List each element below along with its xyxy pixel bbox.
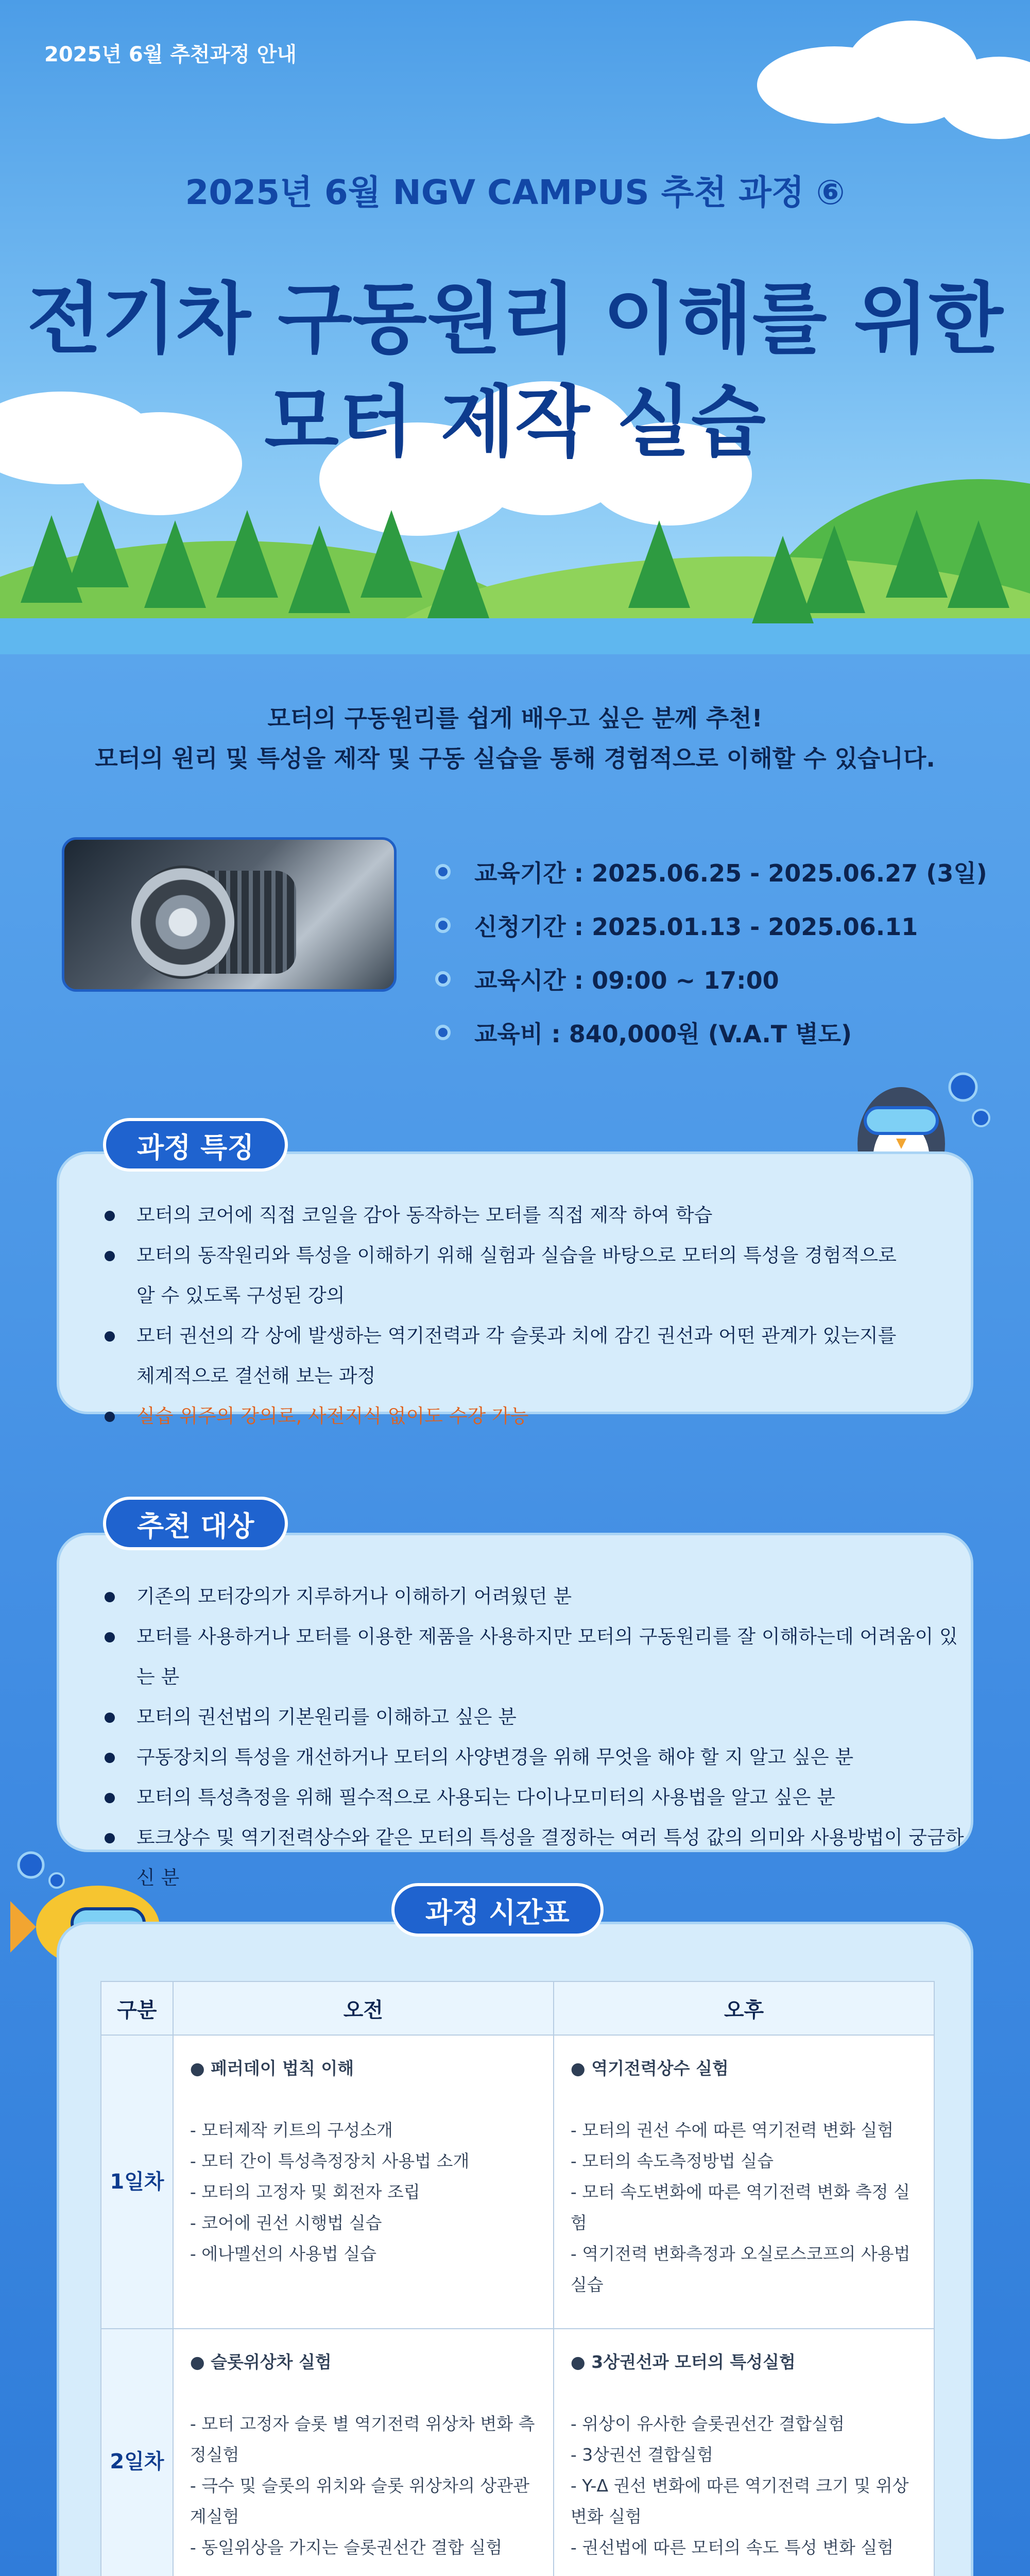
schedule-table — [100, 1981, 935, 2576]
info-fee: 교육비 : 840,000원 (V.A.T 별도) — [435, 1006, 987, 1059]
tree-icon — [67, 500, 129, 587]
table-header-row — [101, 1981, 934, 2035]
course-info-list — [435, 845, 987, 1059]
intro-line-2: 모터의 원리 및 특성을 제작 및 구동 실습을 통해 경험적으로 이해할 수 있습니다. — [95, 744, 935, 772]
target-item: 토크상수 및 역기전력상수와 같은 모터의 특성을 결정하는 여러 특성 값의 의미와 사용방법이 궁금하신 분 — [95, 1818, 971, 1898]
features-tag: 과정 특징 — [103, 1118, 288, 1172]
tree-icon — [216, 510, 278, 598]
pm-cell: ● 역기전력상수 실험 - 모터의 권선 수에 따른 역기전력 변화 실험 - 모터의 속도측정방법 실습 - 모터 속도변화에 따른 역기전력 변화 측정 실험 - 역기전력 변화측정과 오실로스코프의 사용법 실습 — [554, 2035, 934, 2329]
col-header-morning: 오전 — [173, 1981, 554, 2035]
targets-panel — [57, 1533, 973, 1889]
tree-icon — [803, 526, 865, 613]
col-header-afternoon: 오후 — [554, 1981, 934, 2035]
targets-tag: 추천 대상 — [103, 1497, 288, 1550]
hero-banner — [0, 0, 1030, 654]
am-cell: ● 슬롯위상차 실험 - 모터 고정자 슬롯 별 역기전력 위상차 변화 측정실험 - 극수 및 슬롯의 위치와 슬롯 위상차의 상관관계실험 - 동일위상을 가지는 슬롯권선간 결합 실험 — [173, 2329, 554, 2576]
table-row — [101, 2035, 934, 2329]
motor-image — [62, 837, 397, 992]
feature-item: 모터 권선의 각 상에 발생하는 역기전력과 각 슬롯과 치에 감긴 권선과 어떤 관계가 있는지를 — [95, 1316, 897, 1356]
course-title — [0, 268, 1030, 474]
tree-icon — [288, 526, 350, 613]
targets-list — [95, 1577, 971, 1898]
info-time: 교육시간 : 09:00 ~ 17:00 — [435, 952, 987, 1006]
feature-item-highlight: 실습 위주의 강의로, 사전지식 없이도 수강 가능 — [95, 1396, 897, 1436]
bullet-icon — [435, 971, 451, 987]
ground-strip — [0, 618, 1030, 654]
schedule-panel — [57, 1922, 973, 2576]
target-item: 기존의 모터강의가 지루하거나 이해하기 어려웠던 분 — [95, 1577, 971, 1617]
target-item: 모터의 특성측정을 위해 필수적으로 사용되는 다이나모미터의 사용법을 알고 싶은 분 — [95, 1777, 971, 1818]
notice-label: 2025년 6월 추천과정 안내 — [44, 43, 297, 66]
intro-text — [0, 698, 1030, 778]
bullet-icon — [435, 864, 451, 879]
day-label: 2일차 — [101, 2329, 173, 2576]
target-item: 구동장치의 특성을 개선하거나 모터의 사양변경을 위해 무엇을 해야 할 지 알고 싶은 분 — [95, 1737, 971, 1777]
tree-icon — [628, 520, 690, 608]
info-apply-period: 신청기간 : 2025.01.13 - 2025.06.11 — [435, 899, 987, 952]
tree-icon — [948, 520, 1009, 608]
feature-item: 모터의 동작원리와 특성을 이해하기 위해 실험과 실습을 바탕으로 모터의 특성을 경험적으로 — [95, 1235, 897, 1276]
motor-face — [131, 866, 234, 979]
pm-cell: ● 3상권선과 모터의 특성실험 - 위상이 유사한 슬롯권선간 결합실험 - 3상권선 결합실험 - Y-Δ 권선 변화에 따른 역기전력 크기 및 위상변화 실험 - 권선법에 따른 모터의 속도 특성 변화 실험 — [554, 2329, 934, 2576]
tree-icon — [144, 520, 206, 608]
col-header-division: 구분 — [101, 1981, 173, 2035]
tree-icon — [886, 510, 948, 598]
features-panel — [57, 1151, 973, 1427]
tree-icon — [360, 510, 422, 598]
feature-item: 체계적으로 결선해 보는 과정 — [136, 1365, 376, 1387]
table-row — [101, 2329, 934, 2576]
feature-item: 모터의 코어에 직접 코일을 감아 동작하는 모터를 직접 제작 하여 학습 — [95, 1195, 897, 1235]
target-item: 모터의 권선법의 기본원리를 이해하고 싶은 분 — [95, 1697, 971, 1737]
features-list — [95, 1195, 897, 1436]
feature-item: 알 수 있도록 구성된 강의 — [136, 1284, 345, 1307]
am-cell: ● 페러데이 법칙 이해 - 모터제작 키트의 구성소개 - 모터 간이 특성측정장치 사용법 소개 - 모터의 고정자 및 회전자 조립 - 코어에 권선 시행법 실습 - 에나멜선의 사용법 실습 — [173, 2035, 554, 2329]
tree-icon — [427, 531, 489, 618]
intro-line-1: 모터의 구동원리를 쉽게 배우고 싶은 분께 추천! — [267, 704, 763, 732]
info-period: 교육기간 : 2025.06.25 - 2025.06.27 (3일) — [435, 845, 987, 899]
title-line-1: 전기차 구동원리 이해를 위한 — [27, 275, 1003, 364]
schedule-tag: 과정 시간표 — [391, 1883, 604, 1937]
day-label: 1일차 — [101, 2035, 173, 2329]
target-item: 모터를 사용하거나 모터를 이용한 제품을 사용하지만 모터의 구동원리를 잘 이해하는데 어려움이 있는 분 — [95, 1617, 971, 1697]
course-subtitle: 2025년 6월 NGV CAMPUS 추천 과정 ⑥ — [185, 173, 845, 212]
bullet-icon — [435, 918, 451, 933]
bullet-icon — [435, 1025, 451, 1040]
title-line-2: 모터 제작 실습 — [264, 378, 766, 467]
